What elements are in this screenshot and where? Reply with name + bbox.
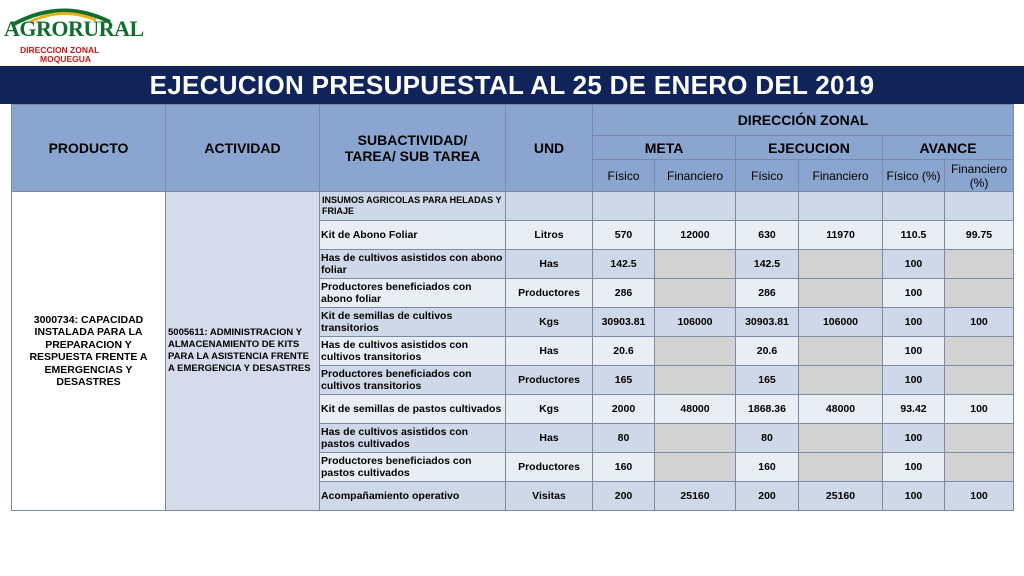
und-cell: Litros — [506, 221, 593, 250]
header-ejecucion: EJECUCION — [736, 136, 883, 160]
header-meta: META — [593, 136, 736, 160]
meta-fisico-cell: 165 — [593, 366, 655, 395]
ejecucion-financiero-cell: 25160 — [799, 482, 883, 511]
ejecucion-financiero-cell — [799, 279, 883, 308]
avance-fisico-cell: 100 — [883, 482, 945, 511]
logo-wordmark: AGRORURAL — [4, 16, 144, 41]
und-cell: Has — [506, 337, 593, 366]
header-avance-financiero-pct: Financiero (%) — [945, 160, 1014, 192]
title-bar — [0, 66, 1024, 104]
header-ejecucion-financiero: Financiero — [799, 160, 883, 192]
ejecucion-fisico-cell: 30903.81 — [736, 308, 799, 337]
header-actividad: ACTIVIDAD — [166, 105, 320, 192]
category-cell: INSUMOS AGRICOLAS PARA HELADAS Y FRIAJE — [320, 192, 506, 221]
ejecucion-fisico-cell: 165 — [736, 366, 799, 395]
subactividad-cell: Has de cultivos asistidos con pastos cultivados — [320, 424, 506, 453]
avance-financiero-cell — [945, 424, 1014, 453]
ejecucion-financiero-cell — [799, 453, 883, 482]
subactividad-cell: Has de cultivos asistidos con abono foliar — [320, 250, 506, 279]
avance-fisico-cell: 100 — [883, 279, 945, 308]
avance-financiero-cell — [945, 337, 1014, 366]
avance-financiero-cell — [945, 366, 1014, 395]
avance-financiero-cell: 100 — [945, 482, 1014, 511]
avance-fisico-cell: 110.5 — [883, 221, 945, 250]
avance-fisico-cell: 100 — [883, 453, 945, 482]
avance-fisico-cell: 100 — [883, 337, 945, 366]
avance-financiero-cell: 100 — [945, 395, 1014, 424]
avance-financiero-cell: 100 — [945, 308, 1014, 337]
avance-fisico-cell: 100 — [883, 308, 945, 337]
meta-financiero-cell — [655, 250, 736, 279]
meta-fisico-cell: 2000 — [593, 395, 655, 424]
avance-fisico-cell: 100 — [883, 250, 945, 279]
subactividad-cell: Acompañamiento operativo — [320, 482, 506, 511]
actividad-cell: 5005611: ADMINISTRACION Y ALMACENAMIENTO DE KITS PARA LA ASISTENCIA FRENTE A EMERGENCIA Y DESASTRES — [166, 192, 320, 511]
und-cell: Has — [506, 424, 593, 453]
category-empty-cell — [593, 192, 655, 221]
ejecucion-financiero-cell: 106000 — [799, 308, 883, 337]
meta-fisico-cell: 286 — [593, 279, 655, 308]
ejecucion-fisico-cell: 160 — [736, 453, 799, 482]
avance-fisico-cell: 100 — [883, 366, 945, 395]
meta-financiero-cell: 25160 — [655, 482, 736, 511]
header-meta-fisico: Físico — [593, 160, 655, 192]
subactividad-cell: Productores beneficiados con abono foliar — [320, 279, 506, 308]
ejecucion-financiero-cell: 48000 — [799, 395, 883, 424]
header-meta-financiero: Financiero — [655, 160, 736, 192]
meta-financiero-cell: 106000 — [655, 308, 736, 337]
meta-financiero-cell — [655, 337, 736, 366]
meta-fisico-cell: 80 — [593, 424, 655, 453]
header-direccion-zonal: DIRECCIÓN ZONAL — [593, 105, 1014, 136]
header-avance: AVANCE — [883, 136, 1014, 160]
logo-subtitle-line1: DIRECCION ZONAL — [20, 45, 100, 55]
meta-financiero-cell: 48000 — [655, 395, 736, 424]
ejecucion-fisico-cell: 630 — [736, 221, 799, 250]
subactividad-cell: Has de cultivos asistidos con cultivos transitorios — [320, 337, 506, 366]
ejecucion-fisico-cell: 1868.36 — [736, 395, 799, 424]
subactividad-cell: Productores beneficiados con pastos cultivados — [320, 453, 506, 482]
subactividad-cell: Productores beneficiados con cultivos transitorios — [320, 366, 506, 395]
header-producto: PRODUCTO — [12, 105, 166, 192]
und-cell: Kgs — [506, 395, 593, 424]
subactividad-cell: Kit de semillas de cultivos transitorios — [320, 308, 506, 337]
avance-financiero-cell — [945, 453, 1014, 482]
meta-financiero-cell: 12000 — [655, 221, 736, 250]
header-ejecucion-fisico: Físico — [736, 160, 799, 192]
und-cell: Has — [506, 250, 593, 279]
meta-financiero-cell — [655, 453, 736, 482]
meta-fisico-cell: 570 — [593, 221, 655, 250]
header-und: UND — [506, 105, 593, 192]
und-cell: Kgs — [506, 308, 593, 337]
meta-fisico-cell: 20.6 — [593, 337, 655, 366]
ejecucion-financiero-cell: 11970 — [799, 221, 883, 250]
category-empty-cell — [736, 192, 799, 221]
meta-financiero-cell — [655, 279, 736, 308]
logo-subtitle-line2: MOQUEGUA — [40, 54, 91, 64]
category-empty-cell — [655, 192, 736, 221]
und-cell: Productores — [506, 279, 593, 308]
page-title: EJECUCION PRESUPUESTAL AL 25 DE ENERO DEL 2019 — [149, 69, 875, 100]
meta-financiero-cell — [655, 366, 736, 395]
und-cell: Productores — [506, 453, 593, 482]
subactividad-cell: Kit de Abono Foliar — [320, 221, 506, 250]
ejecucion-fisico-cell: 20.6 — [736, 337, 799, 366]
header-subactividad — [320, 105, 506, 192]
und-cell: Productores — [506, 366, 593, 395]
budget-table — [11, 104, 1014, 511]
avance-fisico-cell: 100 — [883, 424, 945, 453]
ejecucion-fisico-cell: 200 — [736, 482, 799, 511]
meta-financiero-cell — [655, 424, 736, 453]
meta-fisico-cell: 142.5 — [593, 250, 655, 279]
category-empty-cell — [945, 192, 1014, 221]
und-cell: Visitas — [506, 482, 593, 511]
avance-financiero-cell: 99.75 — [945, 221, 1014, 250]
producto-cell: 3000734: CAPACIDAD INSTALADA PARA LA PREPARACION Y RESPUESTA FRENTE A EMERGENCIAS Y DESASTRES — [12, 192, 166, 511]
header-subactividad-line2: TAREA/ SUB TAREA — [344, 148, 481, 164]
category-empty-cell — [883, 192, 945, 221]
ejecucion-fisico-cell: 80 — [736, 424, 799, 453]
ejecucion-financiero-cell — [799, 424, 883, 453]
avance-financiero-cell — [945, 279, 1014, 308]
meta-fisico-cell: 200 — [593, 482, 655, 511]
subactividad-cell: Kit de semillas de pastos cultivados — [320, 395, 506, 424]
ejecucion-financiero-cell — [799, 250, 883, 279]
agrorural-logo — [2, 2, 144, 64]
ejecucion-financiero-cell — [799, 366, 883, 395]
category-empty-cell — [799, 192, 883, 221]
avance-fisico-cell: 93.42 — [883, 395, 945, 424]
header-avance-fisico-pct: Físico (%) — [883, 160, 945, 192]
avance-financiero-cell — [945, 250, 1014, 279]
meta-fisico-cell: 30903.81 — [593, 308, 655, 337]
ejecucion-financiero-cell — [799, 337, 883, 366]
ejecucion-fisico-cell: 286 — [736, 279, 799, 308]
ejecucion-fisico-cell: 142.5 — [736, 250, 799, 279]
category-empty-cell — [506, 192, 593, 221]
header-subactividad-line1: SUBACTIVIDAD/ — [357, 132, 468, 148]
meta-fisico-cell: 160 — [593, 453, 655, 482]
